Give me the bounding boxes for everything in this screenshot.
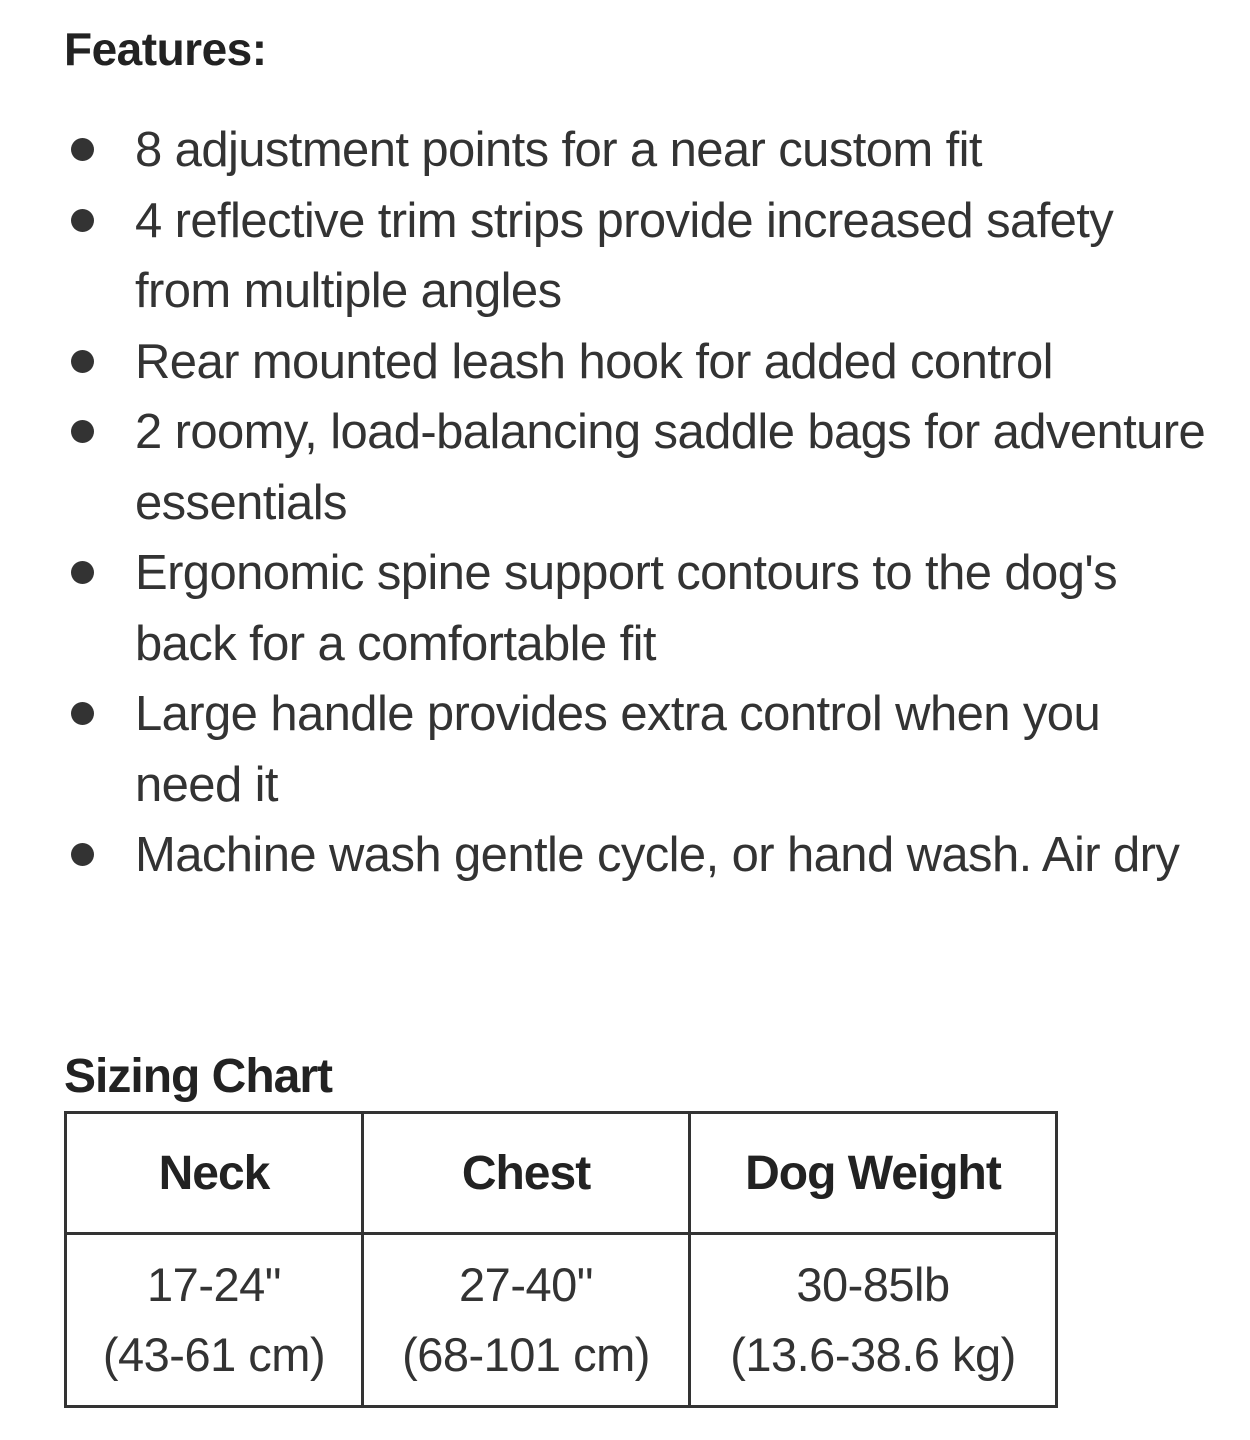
feature-text: Rear mounted leash hook for added control: [135, 334, 1053, 389]
feature-text: Machine wash gentle cycle, or hand wash. Air dry: [135, 828, 1180, 882]
list-item: [0, 186, 1250, 327]
table-row: [66, 1234, 1057, 1407]
list-item: [0, 115, 1250, 186]
cell-neck: [66, 1234, 363, 1407]
sizing-chart-table: [64, 1111, 1058, 1408]
list-item: [0, 538, 1250, 679]
list-item: [0, 397, 1250, 538]
bullet-icon: [71, 702, 94, 725]
feature-text: 4 reflective trim strips provide increased safety from multiple angles: [135, 193, 1114, 318]
list-item: [0, 679, 1250, 820]
bullet-icon: [71, 420, 94, 443]
cell-dog-weight: [690, 1234, 1057, 1407]
feature-text: 2 roomy, load-balancing saddle bags for adventure essentials: [135, 405, 1206, 530]
weight-lb: 30-85lb: [796, 1258, 950, 1311]
weight-kg: (13.6-38.6 kg): [730, 1328, 1016, 1381]
sizing-chart-heading: Sizing Chart: [64, 1050, 333, 1103]
features-heading: Features:: [64, 23, 267, 75]
column-header-chest: Chest: [363, 1113, 690, 1234]
bullet-icon: [71, 209, 94, 232]
feature-text: 8 adjustment points for a near custom fit: [135, 123, 982, 177]
bullet-icon: [71, 843, 94, 866]
cell-chest: [363, 1234, 690, 1407]
bullet-icon: [71, 561, 94, 584]
feature-text: Large handle provides extra control when you need it: [135, 687, 1101, 812]
table-header-row: [66, 1113, 1057, 1234]
column-header-dog-weight: Dog Weight: [690, 1113, 1057, 1234]
chest-inches: 27-40": [459, 1258, 593, 1311]
neck-cm: (43-61 cm): [102, 1328, 326, 1381]
list-item: [0, 327, 1250, 398]
list-item: [0, 820, 1250, 891]
feature-text: Ergonomic spine support contours to the dog's back for a comfortable fit: [135, 546, 1117, 671]
bullet-icon: [71, 350, 94, 373]
features-list: [0, 115, 1250, 891]
chest-cm: (68-101 cm): [402, 1328, 650, 1381]
column-header-neck: Neck: [66, 1113, 363, 1234]
neck-inches: 17-24": [147, 1258, 281, 1311]
bullet-icon: [71, 138, 94, 161]
